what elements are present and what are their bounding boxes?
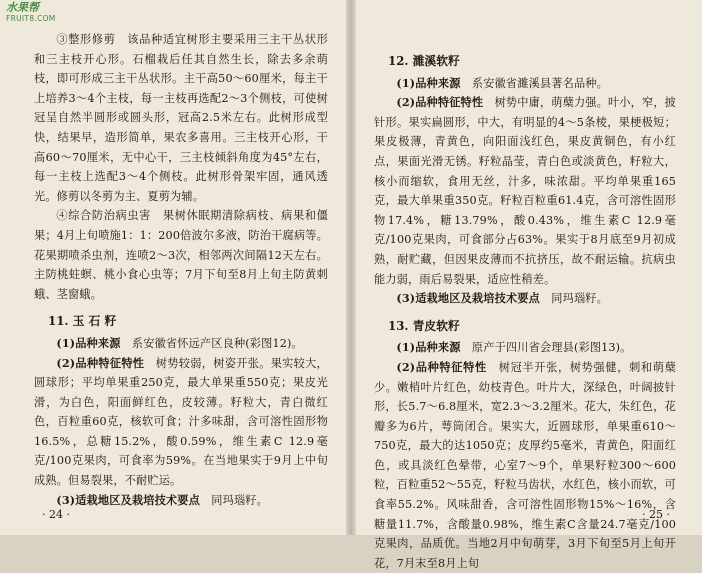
item-label: (2)品种特征特性 — [396, 95, 484, 110]
item-label: (1)品种来源 — [56, 335, 121, 350]
right-page — [350, 0, 702, 570]
item-text: 系安徽省濉溪县著名品种。 — [460, 76, 608, 90]
item-label: (1)品种来源 — [396, 340, 461, 355]
item-characteristics — [34, 354, 328, 491]
item-characteristics — [374, 358, 676, 573]
site-watermark-logo — [6, 2, 56, 24]
item-origin — [34, 334, 328, 354]
item-label: (1)品种来源 — [396, 75, 461, 90]
item-text: 同玛瑙籽。 — [199, 493, 268, 507]
page-number-right: · 25 · — [642, 508, 670, 521]
item-label: (2)品种特征特性 — [396, 359, 487, 374]
section-title-suixi: 12. 濉溪软籽 — [388, 54, 460, 68]
paragraph-pruning: ③整形修剪 该品种适宜树形主要采用三主干丛状形和三主枝开心形。石榴栽后任其自然生长，除去多余萌枝，即可形成三主干丛状形。主干高50～60厘米，每主干上培养3～4个主枝，每一主枝再选配2～3个侧枝，可使树冠呈自然半圆形或圆头形，冠高2.5米左右。此树形成型快，结果早，造形简单，果农多喜用。三主枝开心形，干高60～70厘米，无中心干，三主枝倾斜角度为45°左右，每一主枝上选配3～4个侧枝。此树形骨架牢固，通风透光。修剪以冬剪为主、夏剪为辅。 — [34, 33, 328, 203]
item-text: 系安徽省怀远产区良种(彩图12)。 — [120, 336, 303, 350]
item-cultivation — [34, 491, 328, 511]
item-label: (3)适栽地区及栽培技术要点 — [56, 492, 200, 507]
item-label: (3)适栽地区及栽培技术要点 — [396, 291, 540, 306]
book-gutter-shadow — [346, 0, 356, 535]
item-cultivation — [374, 289, 676, 309]
item-text: 树冠半开张，树势强健，刺和萌蘖少。嫩梢叶片红色，幼枝青色。叶片大，深绿色，叶阔披针形，长5.7～6.8厘米，宽2.3～3.2厘米。花大，朱红色，花瓣多为6片，萼筒闭合。果实大，近圆球形，单果重610～750克，最大的达1050克；皮厚约5毫米，青黄色，阳面红色，或具淡红色晕带，心室7～9个，单果籽粒300～600粒，百粒重52～55克，籽粒马齿状，水红色，核小而软，可食率55.2%。风味甜香，含可溶性固形物15%～16%，含糖量11.7%，含酸量0.98%，维生素C含量24.7毫克/100克果肉，品质优。当地2月中旬萌芽，3月下旬至5月上旬开花，7月末至8月上旬 — [374, 360, 676, 570]
paragraph-pest-control: ④综合防治病虫害 果树休眠期清除病枝、病果和僵果；4月上旬喷施1：1：200倍波尔多液，防治干腐病等。花果期喷杀虫剂，连喷2～3次，相邻两次间隔12天左右。主防桃蛀螟、桃小食心虫等；7月下旬至8月上旬主防黄刺蛾、茎窗蛾。 — [34, 209, 328, 301]
item-label: (2)品种特征特性 — [56, 355, 145, 370]
item-text: 树势较弱，树姿开张。果实较大，圆球形；平均单果重250克，最大单果重550克；果皮光滑，为白色，阳面鲜红色，皮较薄。籽粒大，青白微红色，百粒重60克，核软可食；汁多味甜，含可溶性固形物16.5%，总糖15.2%，酸0.59%，维生素C 12.9毫克/100克果肉，可食率为59%。在当地果实于9月上中旬成熟。但易裂果，不耐贮运。 — [34, 356, 328, 488]
item-text: 同玛瑙籽。 — [539, 292, 608, 306]
item-text: 原产于四川省会理县(彩图13)。 — [460, 341, 632, 355]
section-title-yushizi: 11. 玉 石 籽 — [48, 314, 117, 329]
item-origin — [374, 338, 676, 358]
watermark-chinese-text: 水果帮 — [6, 1, 39, 14]
item-characteristics — [374, 93, 676, 289]
section-title-qingpi: 13. 青皮软籽 — [388, 318, 460, 333]
page-number-left: · 24 · — [42, 508, 70, 521]
item-origin — [374, 74, 676, 94]
item-text: 树势中庸，萌蘖力强。叶小，窄，披针形。果实扁圆形，中大，有明显的4～5条棱，果梗极短；果皮极薄，青黄色，向阳面浅红色，果皮黄铜色，有小红点，果面光滑无锈。籽粒晶莹，青白色或淡黄色，籽粒大，核小而缩软，食用无丝，汁多，味浓甜。平均单果重165克，最大单果重350克。籽粒百粒重61.4克，含可溶性固形物17.4%，糖13.79%，酸0.43%，维生素C 12.9毫克/100克果肉，可食部分占63%。果实于8月底至9月初成熟，耐贮藏，但因果皮薄而不抗挤压，故不耐运输。抗病虫能力弱，雨后易裂果，适应性稍差。 — [374, 96, 676, 286]
watermark-url-text: FRUIT8.COM — [6, 14, 56, 23]
left-page — [0, 0, 350, 535]
